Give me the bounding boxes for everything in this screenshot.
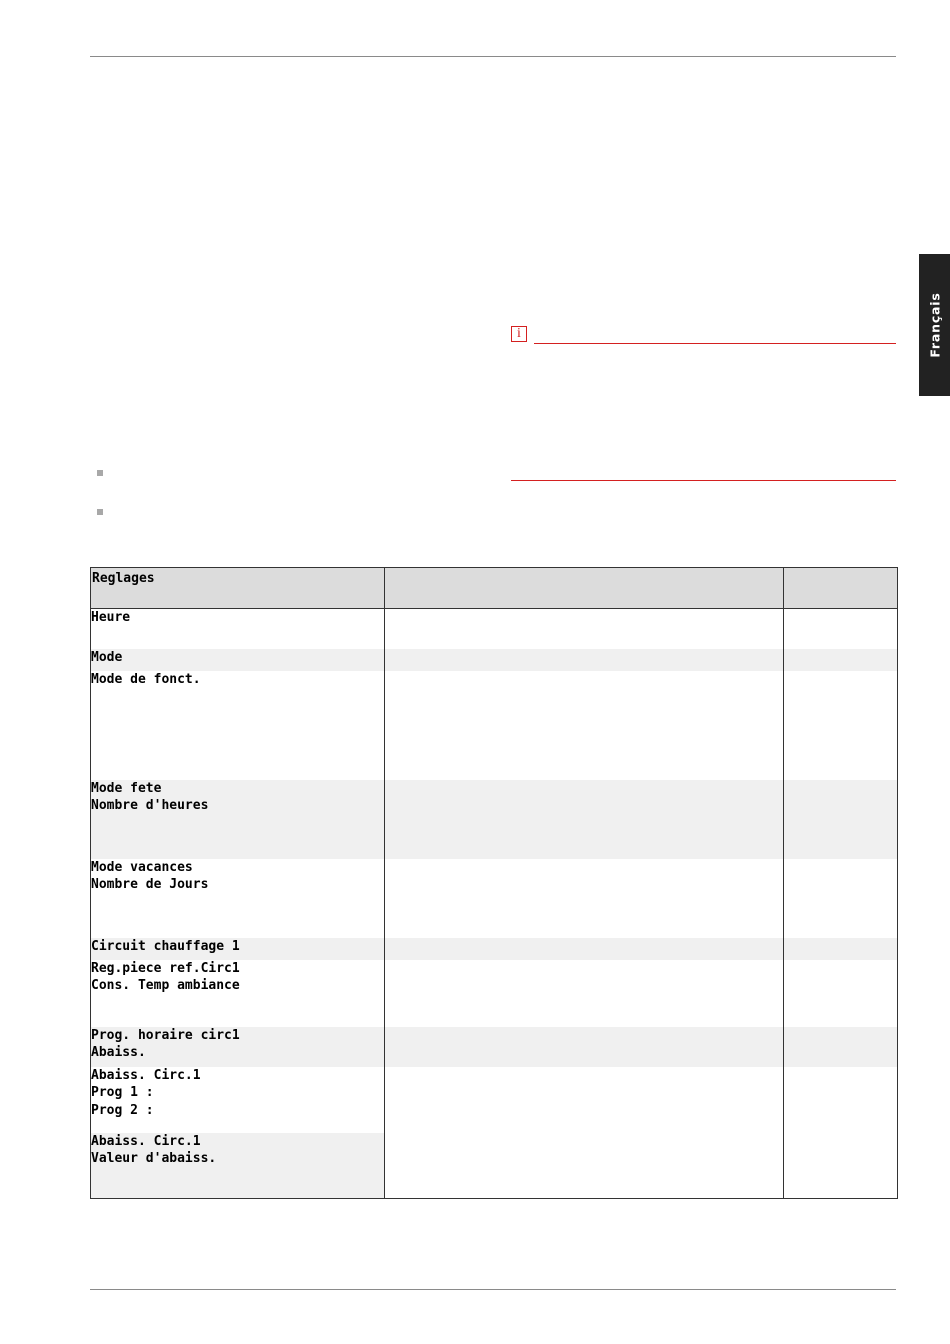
menu-entry: Cons. Temp ambiance [91, 978, 240, 993]
menu-entry: Prog 2 : [91, 1102, 154, 1118]
menu-entry: Heure [91, 610, 131, 625]
language-tab[interactable] [919, 254, 950, 396]
table-row [91, 649, 898, 671]
info-note-bottom-rule [511, 480, 896, 481]
table-row [91, 960, 898, 1027]
menu-entry: Abaiss. Circ.1 [91, 1133, 201, 1149]
language-tab-label: Français [927, 292, 942, 358]
table-row [91, 938, 898, 960]
menu-entry: Mode vacances [91, 859, 193, 875]
menu-entry: Prog 1 : [91, 1085, 154, 1100]
menu-entry: Mode fete [91, 780, 162, 796]
menu-entry: Abaiss. Circ.1 [91, 1067, 201, 1083]
menu-entry: Mode de fonct. [91, 671, 201, 687]
table-row [91, 1067, 898, 1133]
bullet-square-icon [97, 470, 103, 476]
table-header-row [91, 568, 898, 609]
menu-entry: Prog. horaire circ1 [91, 1027, 240, 1043]
header-cell-description [385, 568, 784, 609]
menu-entry: Mode [91, 649, 123, 665]
menu-entry: Circuit chauffage 1 [91, 938, 240, 954]
menu-entry: Abaiss. [91, 1045, 146, 1060]
table-row [91, 1027, 898, 1067]
header-cell-default [784, 568, 898, 609]
table-row [91, 859, 898, 938]
table-row [91, 1133, 898, 1199]
menu-entry: Nombre d'heures [91, 798, 209, 813]
menu-entry: Valeur d'abaiss. [91, 1151, 217, 1166]
table-row [91, 780, 898, 859]
header-cell-menu: Reglages [91, 568, 385, 609]
menu-entry: Nombre de Jours [91, 877, 209, 892]
header-rule [90, 56, 896, 57]
table-row [91, 609, 898, 649]
menu-entry: Reg.piece ref.Circ1 [91, 960, 240, 976]
bullet-square-icon [97, 509, 103, 515]
info-icon: i [511, 326, 527, 342]
table-row [91, 671, 898, 780]
settings-table [90, 567, 898, 1199]
info-note-top-rule [534, 343, 896, 344]
footer-rule [90, 1289, 896, 1290]
